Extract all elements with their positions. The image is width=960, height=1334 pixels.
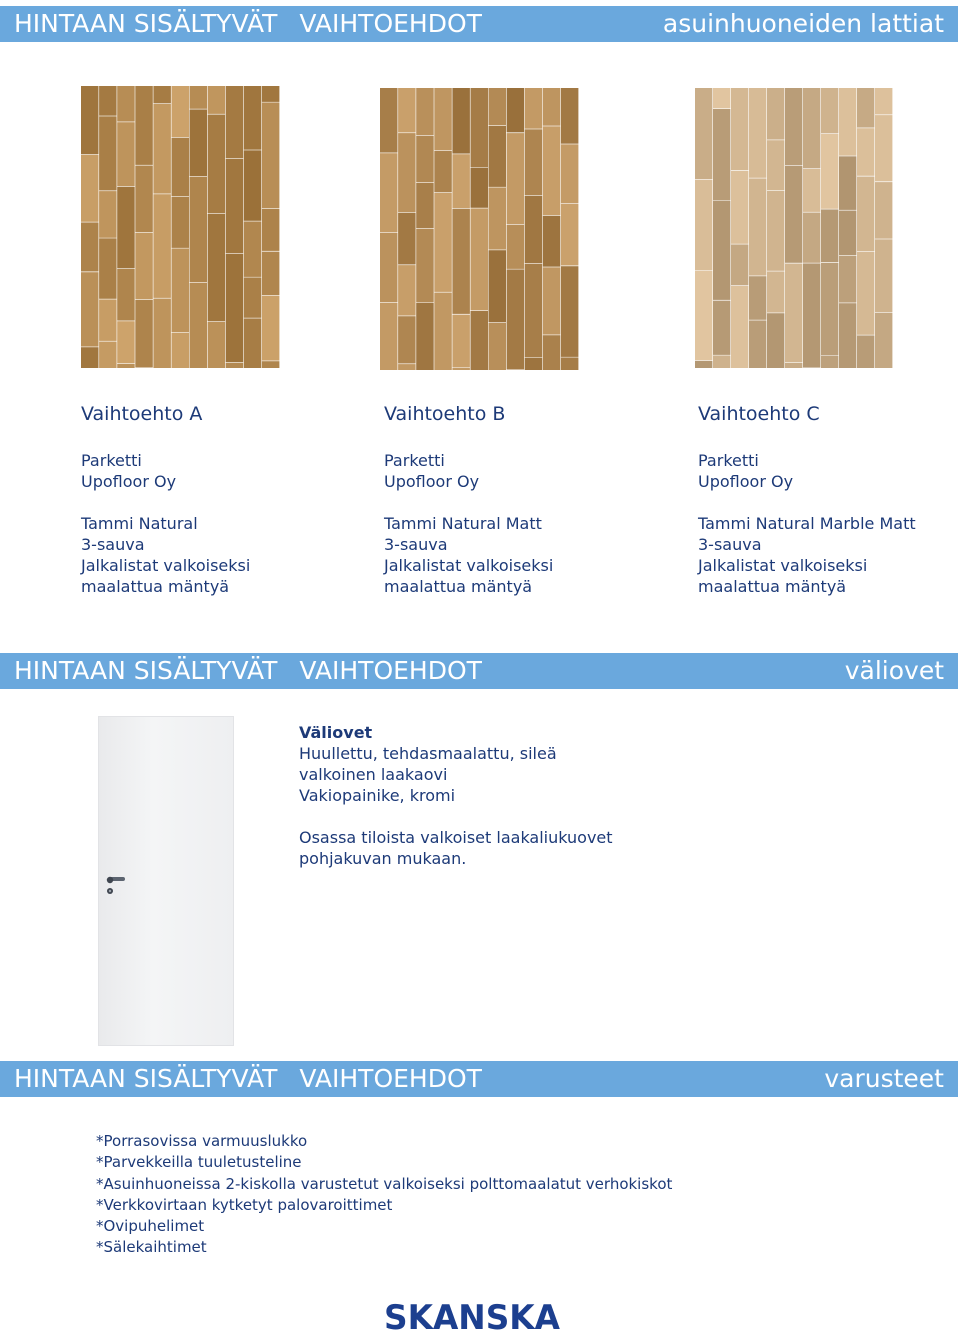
product-style: 3-sauva [698, 535, 762, 554]
door-description [299, 722, 613, 869]
option-title: Vaihtoehto C [698, 403, 820, 425]
banner-label-options: VAIHTOEHDOT [299, 1064, 482, 1093]
floor-texture-a [81, 86, 280, 368]
banner-label-options: VAIHTOEHDOT [299, 9, 482, 38]
floor-texture-b [380, 88, 579, 370]
section-banner-doors [0, 653, 958, 689]
product-type: Parketti [384, 451, 445, 470]
option-title: Vaihtoehto B [384, 403, 506, 425]
door-line: valkoinen laakaovi [299, 765, 448, 784]
floor-texture-c [695, 88, 893, 368]
list-item: *Parvekkeilla tuuletusteline [96, 1153, 302, 1172]
banner-label-options: VAIHTOEHDOT [299, 656, 482, 685]
door-note: Osassa tiloista valkoiset laakaliukuovet [299, 828, 613, 847]
product-style: 3-sauva [81, 535, 145, 554]
floor-option-b [384, 402, 553, 597]
door-image [98, 716, 234, 1046]
skanska-logo [384, 1298, 564, 1334]
product-style: 3-sauva [384, 535, 448, 554]
manufacturer: Upofloor Oy [698, 472, 794, 491]
floor-option-a [81, 402, 250, 597]
floor-sample-image-a [81, 86, 280, 368]
banner-label-included: HINTAAN SISÄLTYVÄT [14, 656, 278, 685]
banner-section-title: väliovet [844, 656, 944, 685]
skirting-line-1: Jalkalistat valkoiseksi [81, 556, 251, 575]
floor-sample-image-b [380, 88, 579, 370]
product-name: Tammi Natural [81, 514, 198, 533]
floor-sample-image-c [695, 88, 893, 368]
section-banner-floors [0, 6, 958, 42]
list-item: *Porrasovissa varmuuslukko [96, 1132, 308, 1150]
manufacturer: Upofloor Oy [81, 472, 177, 491]
skirting-line-2: maalattua mäntyä [384, 577, 533, 596]
floor-option-c [698, 402, 916, 597]
list-item: *Ovipuhelimet [96, 1217, 205, 1236]
banner-section-title: varusteet [824, 1064, 944, 1093]
list-item: *Verkkovirtaan kytketyt palovaroittimet [96, 1195, 393, 1214]
list-item: *Sälekaihtimet [96, 1238, 207, 1257]
door-line: Huullettu, tehdasmaalattu, sileä [299, 744, 557, 763]
door-note: pohjakuvan mukaan. [299, 849, 467, 868]
product-name: Tammi Natural Marble Matt [698, 514, 916, 533]
skirting-line-2: maalattua mäntyä [698, 577, 847, 596]
banner-label-included: HINTAAN SISÄLTYVÄT [14, 1064, 278, 1093]
door-line: Vakiopainike, kromi [299, 786, 456, 805]
section-banner-accessories [0, 1061, 958, 1097]
banner-section-title: asuinhuoneiden lattiat [662, 9, 944, 38]
svg-text:SKANSKA: SKANSKA [384, 1298, 561, 1334]
skirting-line-1: Jalkalistat valkoiseksi [384, 556, 554, 575]
skirting-line-1: Jalkalistat valkoiseksi [698, 556, 868, 575]
option-title: Vaihtoehto A [81, 403, 203, 425]
product-type: Parketti [81, 451, 142, 470]
banner-label-included: HINTAAN SISÄLTYVÄT [14, 9, 278, 38]
manufacturer: Upofloor Oy [384, 472, 480, 491]
product-name: Tammi Natural Matt [384, 514, 542, 533]
door-handle-icon [102, 876, 128, 896]
list-item: *Asuinhuoneissa 2-kiskolla varustetut valkoiseksi polttomaalatut verhokiskot [96, 1174, 673, 1193]
door-heading: Väliovet [299, 723, 373, 742]
skirting-line-2: maalattua mäntyä [81, 577, 230, 596]
accessories-list [96, 1131, 672, 1259]
product-type: Parketti [698, 451, 759, 470]
